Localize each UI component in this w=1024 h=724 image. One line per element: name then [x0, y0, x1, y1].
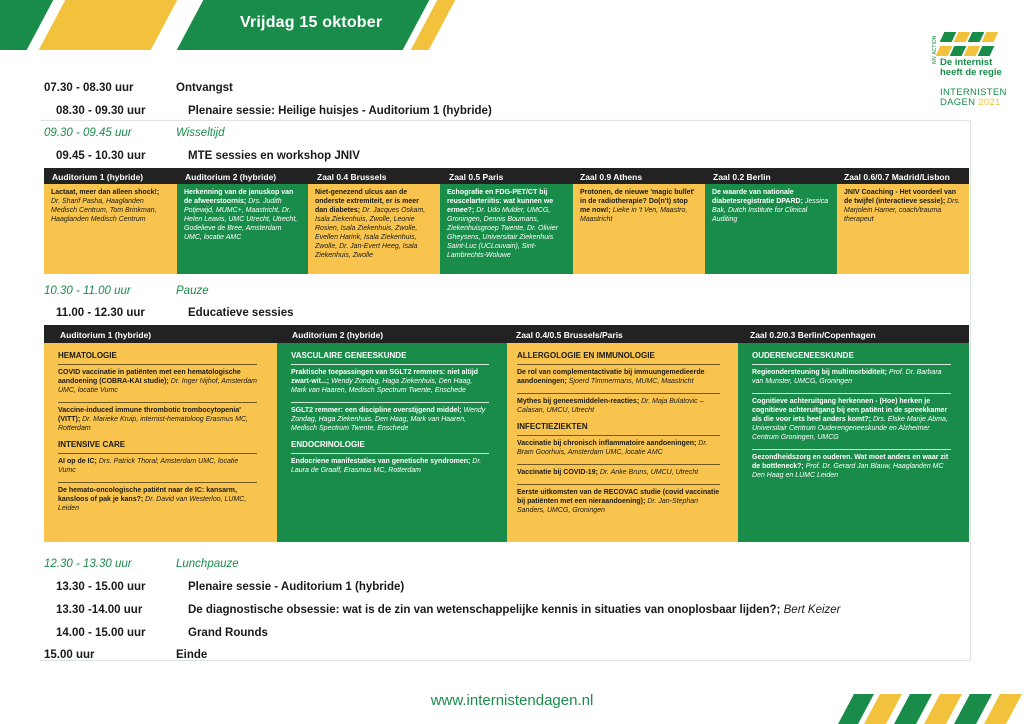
edu-column-hematologie: HEMATOLOGIE COVID vaccinatie in patiënten met een hematologische aandoening (COBRA-KAI studie); Dr. Inger Nijhof, Amsterdam UMC, locatie Vumc Vaccine-induced immune thrombotic trombocytopenia' (VITT); Dr. Marieke Kruip, internist-hematoloog Erasmus MC, Rotterdam INTENSIVE CARE AI op de IC; Drs. Patrick Thoral; Amsterdam UMC, locatie Vumc De hemato-oncologische patiënt naar de IC: kansarm, kansloos of pak je kans?; Dr. David van Westerloo, LUMC, Leiden — [44, 343, 277, 542]
background-line — [970, 120, 971, 660]
mte-session: Herkenning van de januskop van de afweerstoornis; Drs. Judith Potjewijd, MUMC+, Maastricht, Dr. Helen Leavis, UMC Utrecht, Utrecht, Godelieve de Bree, Amsterdam UMC, locatie AMC — [177, 184, 308, 274]
background-line — [40, 120, 970, 121]
mte-session: Echografie en FDG-PET/CT bij reuscelarteriitis: wat kunnen we ermee?; Dr. Udo Mulder, UMCG, Groningen, Dennis Boumans, Ziekenhuisgroep Twente, Dr. Olivier Gheysens, Universitair Ziekenhuis Saint-Luc (UCLouvain), Sint-Lambrechts-Woluwe — [440, 184, 573, 274]
edu-column-allergologie: ALLERGOLOGIE EN IMMUNOLOGIE De rol van complementactivatie bij immuungemedieerde aandoeningen; Sjoerd Timmermans, MUMC, Maastricht Mythes bij geneesmiddelen-reacties; Dr. Maja Bulatovic – Calasan, UMCU, Utrecht INFECTIEZIEKTEN Vaccinatie bij chronisch inflammatoire aandoeningen; Dr. Bram Goorhuis, Amsterdam UMC, locatie AMC Vaccinatie bij COVID-19; Dr. Anke Bruns, UMCU, Utrecht Eerste uitkomsten van de RECOVAC studie (covid vaccinatie bij patiënten met een nieraandoening); Dr. Jan-Stephan Sanders, UMCG, Groningen — [507, 343, 738, 542]
mte-table-header: Auditorium 1 (hybride) Auditorium 2 (hybride) Zaal 0.4 Brussels Zaal 0.5 Paris Zaal 0.9 Athens Zaal 0.2 Berlin Zaal 0.6/0.7 Madrid/Lisbon — [44, 168, 969, 184]
mte-session: Niet-genezend ulcus aan de onderste extremiteit, er is meer dan diabetes; Dr. Jacques Oskam, Isala Ziekenhuis, Zwolle, Leonie Rosien, Isala Ziekenhuis, Zwolle, Evellen Harink, Isala Ziekenhuis, Zwolle, Dr. Jan-Evert Heeg, Isala Ziekenhuis, Zwolle — [308, 184, 440, 274]
event-logo: De internist heeft de regie INTERNISTEN DAGEN 2021 NIV ACTION — [934, 28, 1004, 108]
edu-column-vasculair: VASCULAIRE GENEESKUNDE Praktische toepassingen van SGLT2 remmers: niet altijd zwart-wit...; Wendy Zondag, Haga Ziekenhuis, Den Haag, Mark van Haaren, Medisch Spectrum Twente, Enschede SGLT2 remmer: een discipline overstijgend middel; Wendy Zondag, Haga Ziekenhuis, Den Haag, Mark van Haaren, Medisch Spectrum Twente, Enschede ENDOCRINOLOGIE Endocriene manifestaties van genetische syndromen; Dr. Laura de Graaff, Erasmus MC, Rotterdam — [277, 343, 507, 542]
header-stripe-yellow — [39, 0, 178, 50]
mte-session: Protonen, de nieuwe 'magic bullet' in de radiotherapie? Do(n't) stop me now!; Lieke in 't Ven, Maastro, Maastricht — [573, 184, 705, 274]
mte-session: De waarde van nationale diabetesregistratie DPARD; Jessica Bak, Dutch Institute for Clinical Auditing — [705, 184, 837, 274]
mte-session: Lactaat, meer dan alleen shock!; Dr. Sharif Pasha, Haaglanden Medisch Centrum, Tom Brinkman, Haaglanden Medisch Centrum — [44, 184, 177, 274]
page-title: Vrijdag 15 oktober — [240, 14, 383, 31]
edu-table-header: Auditorium 1 (hybride) Auditorium 2 (hybride) Zaal 0.4/0.5 Brussels/Paris Zaal 0.2/0.3 Berlin/Copenhagen — [44, 325, 969, 343]
edu-column-ouderengeneeskunde: OUDERENGENEESKUNDE Regieondersteuning bij multimorbiditeit; Prof. Dr. Barbara van Munster, UMCG, Groningen Cognitieve achteruitgang herkennen - (Hoe) herken je cognitieve achteruitgang bij een patiënt in de spreekkamer als die voor iets heel anders komt?; Drs. Elske Marije Abma, Universitair Centrum Ouderengeneeskunde en Alzheimer Centrum Groningen, UMCG Gezondheidszorg en ouderen. Wat moet anders en waar zit de bottleneck?; Prof. Dr. Gerard Jan Blauw, Haaglanden MC Den Haag en LUMC Leiden — [738, 343, 969, 542]
mte-session: JNIV Coaching - Het voordeel van de twijfel (interactieve sessie); Drs. Marjolein Hamer, coach/trauma therapeut — [837, 184, 969, 274]
website-link[interactable]: www.internistendagen.nl — [430, 692, 594, 709]
